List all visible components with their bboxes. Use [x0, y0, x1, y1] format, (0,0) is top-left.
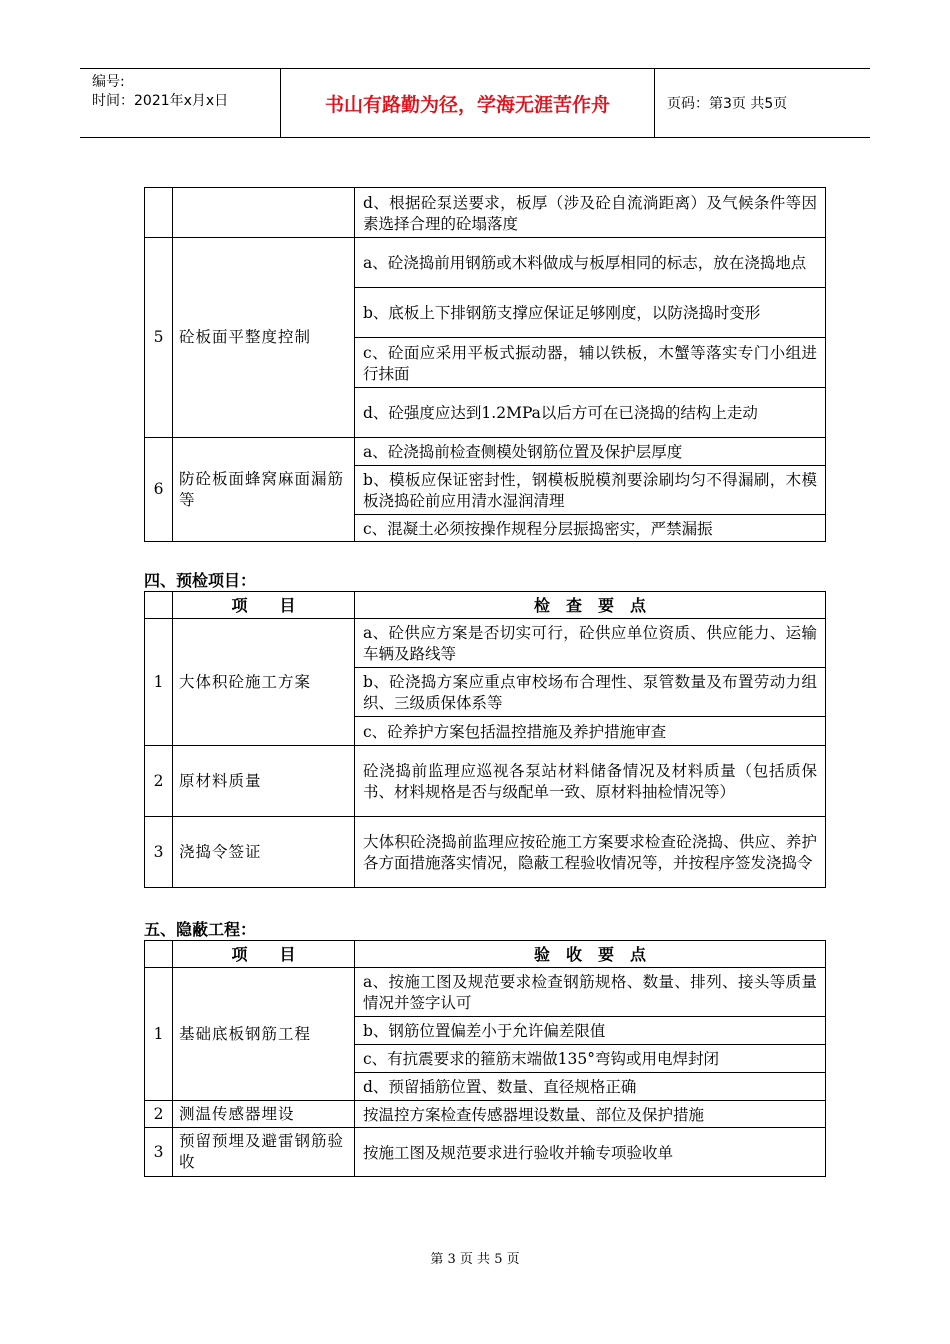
row-detail: d、砼强度应达到1.2MPa以后方可在已浇捣的结构上走动 [355, 388, 826, 438]
precheck-table [144, 591, 826, 888]
row-number: 1 [145, 968, 173, 1101]
table-row [145, 817, 826, 888]
row-item: 原材料质量 [173, 746, 355, 817]
concealed-works-table [144, 940, 826, 1177]
header-meta [80, 69, 281, 137]
row-detail: a、砼浇捣前检查侧模处钢筋位置及保护层厚度 [355, 438, 826, 466]
row-detail: c、有抗震要求的箍筋末端做135°弯钩或用电焊封闭 [355, 1045, 826, 1073]
row-number: 3 [145, 1128, 173, 1177]
row-detail: b、底板上下排钢筋支撑应保证足够刚度，以防浇捣时变形 [355, 288, 826, 338]
header-number [145, 592, 173, 619]
row-detail: a、砼供应方案是否切实可行，砼供应单位资质、供应能力、运输车辆及路线等 [355, 619, 826, 668]
quality-control-table [144, 187, 826, 542]
row-number: 2 [145, 1101, 173, 1128]
page-footer: 第 3 页 共 5 页 [430, 1252, 520, 1267]
row-item [173, 188, 355, 238]
header-item: 项 目 [173, 941, 355, 968]
row-detail: b、钢筋位置偏差小于允许偏差限值 [355, 1017, 826, 1045]
row-item: 基础底板钢筋工程 [173, 968, 355, 1101]
table-row [145, 188, 826, 238]
row-item: 测温传感器埋设 [173, 1101, 355, 1128]
row-item: 预留预埋及避雷钢筋验收 [173, 1128, 355, 1177]
row-number: 6 [145, 438, 173, 542]
row-detail: 按施工图及规范要求进行验收并输专项验收单 [355, 1128, 826, 1177]
table-header-row [145, 941, 826, 968]
table-row [145, 1101, 826, 1128]
serial-label: 编号: [92, 74, 125, 90]
header-motto: 书山有路勤为径，学海无涯苦作舟 [281, 69, 655, 137]
row-number [145, 188, 173, 238]
table-row [145, 438, 826, 466]
row-detail: c、混凝土必须按操作规程分层振捣密实，严禁漏振 [355, 515, 826, 542]
table-row [145, 746, 826, 817]
row-detail: b、砼浇捣方案应重点审校场布合理性、泵管数量及布置劳动力组织、三级质保体系等 [355, 668, 826, 717]
row-number: 3 [145, 817, 173, 888]
row-detail: c、砼养护方案包括温控措施及养护措施审查 [355, 717, 826, 746]
header-number [145, 941, 173, 968]
row-item: 防砼板面蜂窝麻面漏筋等 [173, 438, 355, 542]
row-detail: d、根据砼泵送要求，板厚（涉及砼自流淌距离）及气候条件等因素选择合理的砼塌落度 [355, 188, 826, 238]
row-item: 大体积砼施工方案 [173, 619, 355, 746]
table-row [145, 1128, 826, 1177]
row-detail: 按温控方案检查传感器埋设数量、部位及保护措施 [355, 1101, 826, 1128]
row-detail: 砼浇捣前监理应巡视各泵站材料储备情况及材料质量（包括质保书、材料规格是否与级配单一致、原材料抽检情况等） [355, 746, 826, 817]
time-label: 时间：2021年x月x日 [92, 93, 229, 109]
row-detail: 大体积砼浇捣前监理应按砼施工方案要求检查砼浇捣、供应、养护各方面措施落实情况，隐蔽工程验收情况等，并按程序签发浇捣令 [355, 817, 826, 888]
row-number: 1 [145, 619, 173, 746]
table-header-row [145, 592, 826, 619]
page-header [80, 68, 870, 138]
row-number: 5 [145, 238, 173, 438]
row-detail: c、砼面应采用平板式振动器，辅以铁板，木蟹等落实专门小组进行抹面 [355, 338, 826, 388]
row-detail: a、按施工图及规范要求检查钢筋规格、数量、排列、接头等质量情况并签字认可 [355, 968, 826, 1017]
row-detail: a、砼浇捣前用钢筋或木料做成与板厚相同的标志，放在浇捣地点 [355, 238, 826, 288]
row-detail: d、预留插筋位置、数量、直径规格正确 [355, 1073, 826, 1101]
section-title-concealed-works: 五、隐蔽工程： [144, 920, 257, 939]
row-number: 2 [145, 746, 173, 817]
table-row [145, 238, 826, 288]
header-item: 项 目 [173, 592, 355, 619]
row-item: 砼板面平整度控制 [173, 238, 355, 438]
header-page-info: 页码：第3页 共5页 [667, 96, 788, 112]
header-points: 验 收 要 点 [355, 941, 826, 968]
section-title-precheck: 四、预检项目： [144, 571, 257, 590]
table-row [145, 968, 826, 1017]
header-points: 检 查 要 点 [355, 592, 826, 619]
table-row [145, 619, 826, 668]
row-item: 浇捣令签证 [173, 817, 355, 888]
row-detail: b、模板应保证密封性，钢模板脱模剂要涂刷均匀不得漏刷，木模板浇捣砼前应用清水湿润清理 [355, 466, 826, 515]
